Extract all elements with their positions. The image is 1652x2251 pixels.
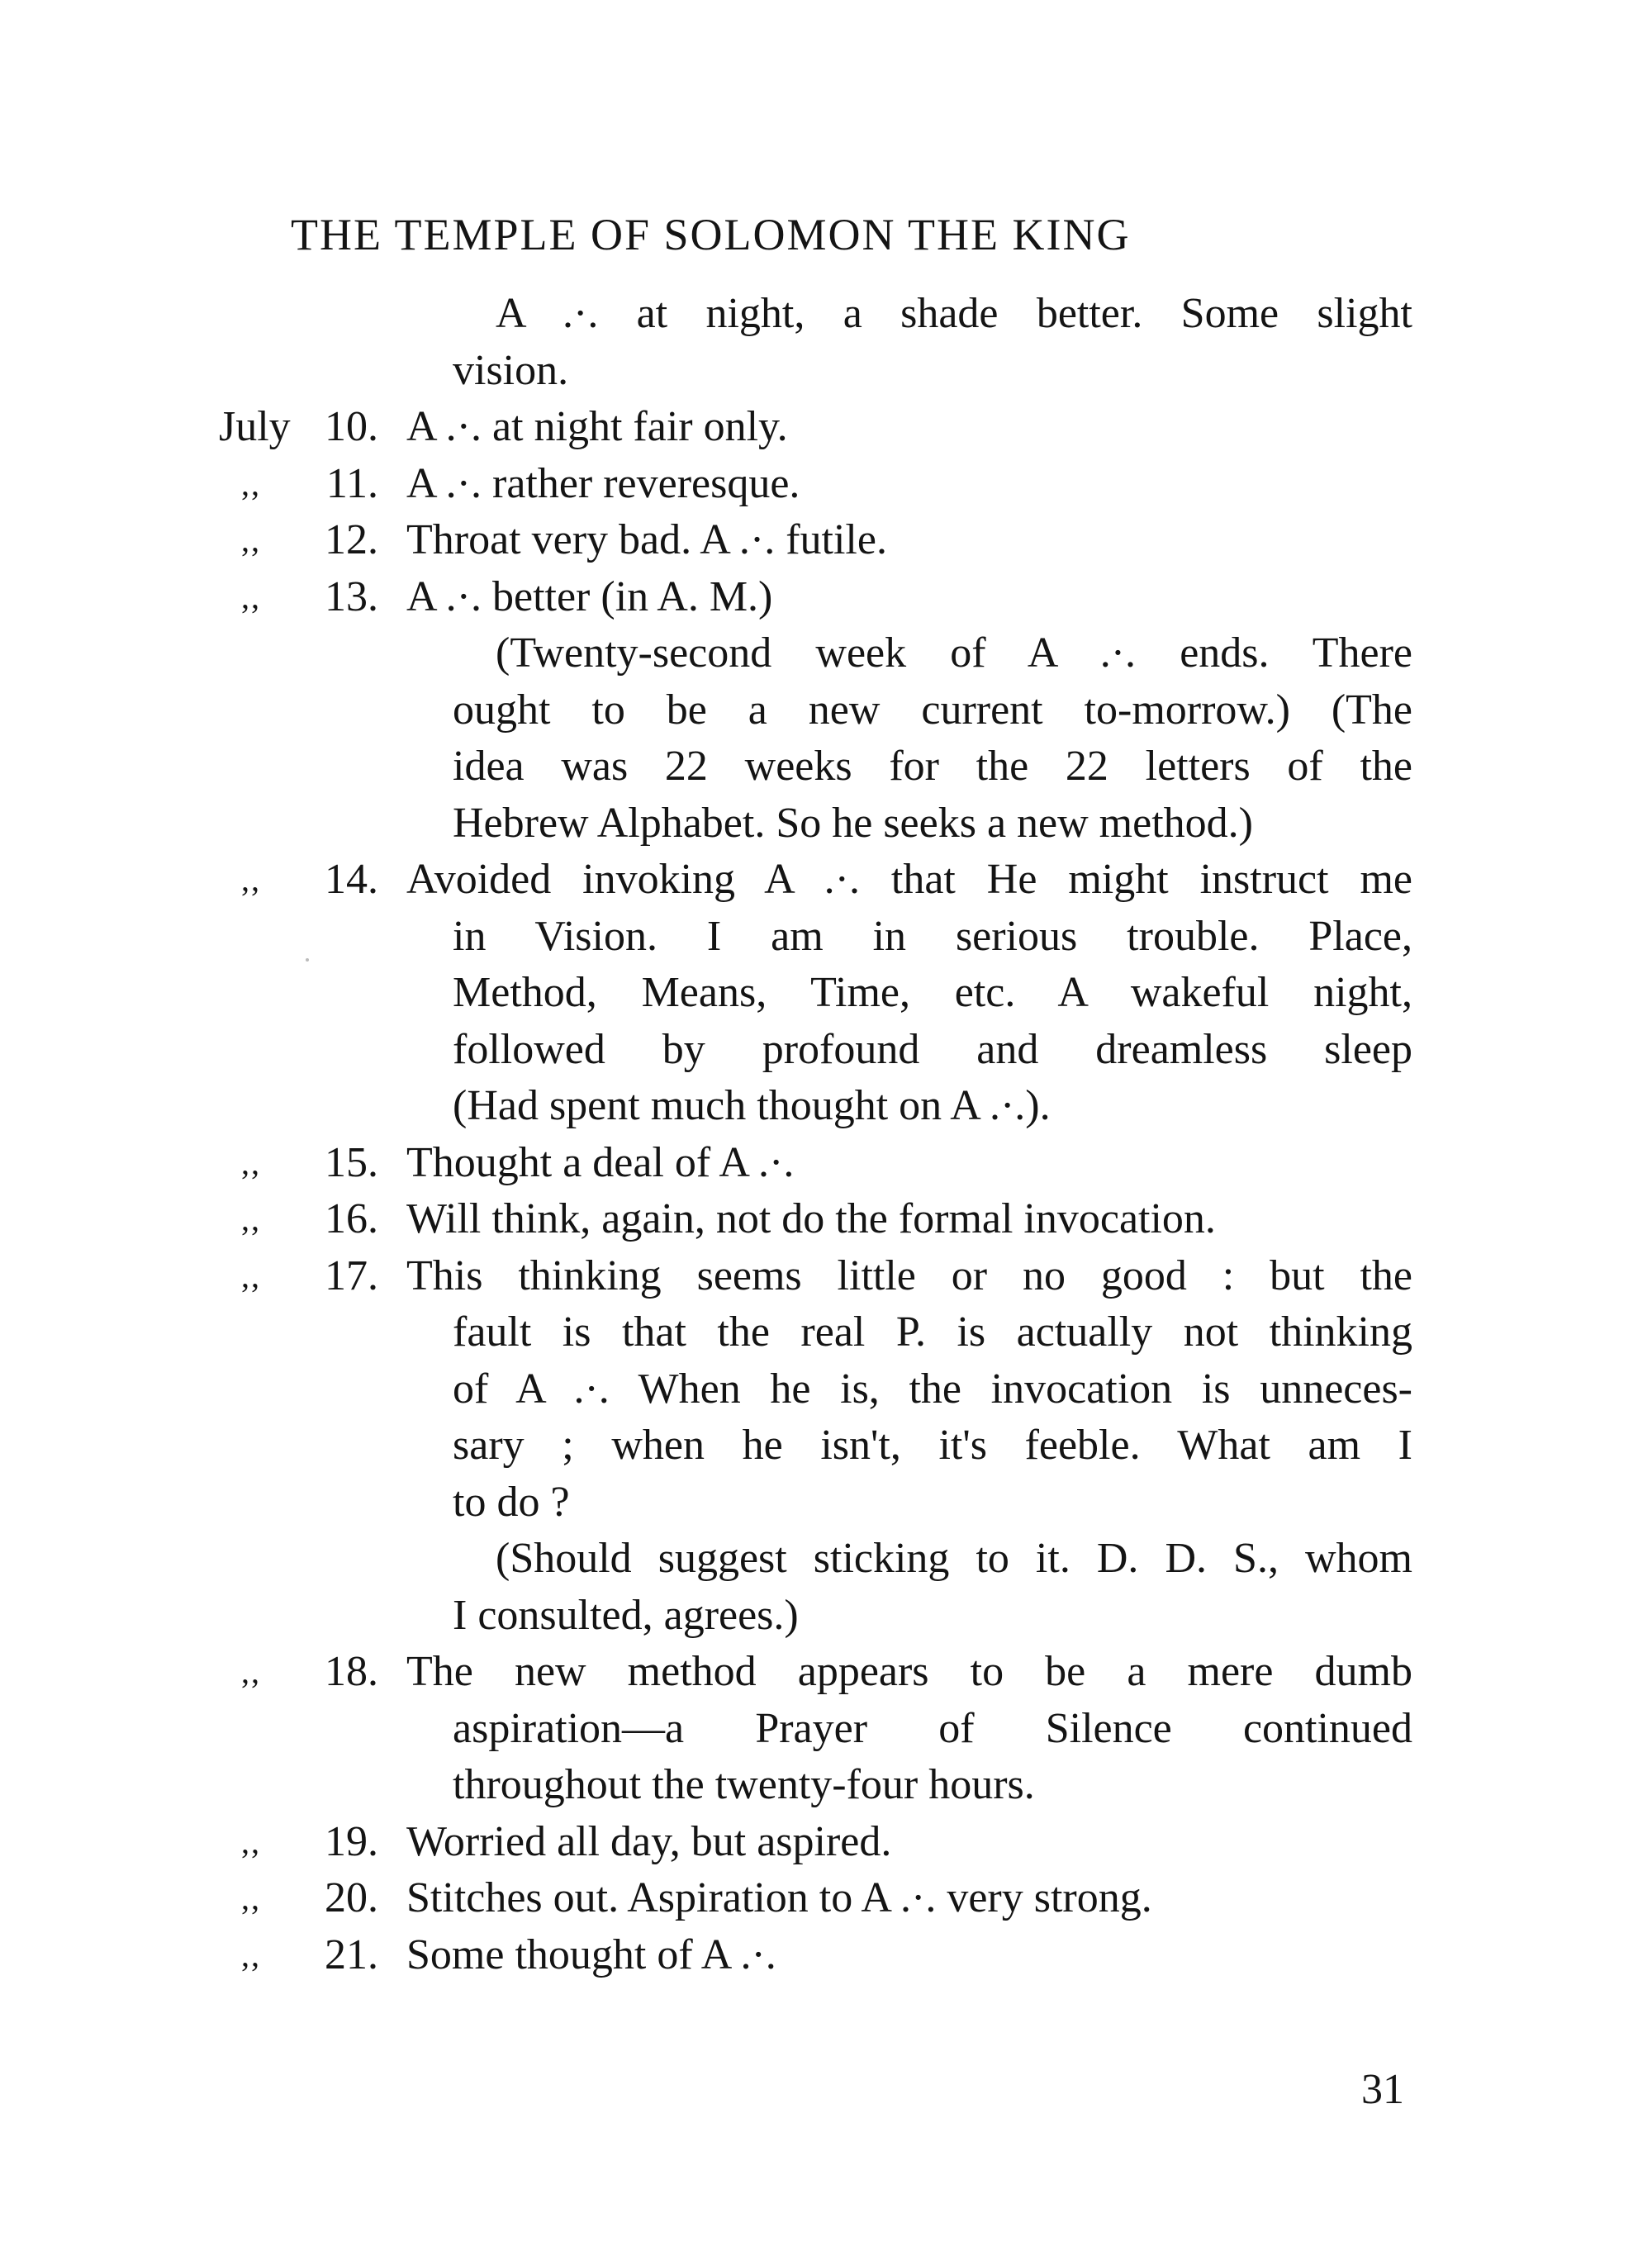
ditto-mark: ,, [241, 1653, 261, 1690]
text-line [0, 625, 1652, 682]
text-line [0, 1022, 1652, 1079]
entry-text: of A .·. When he is, the invocation is unneces- [453, 1365, 1412, 1413]
ditto-mark: ,, [241, 861, 261, 898]
entry-text: I consulted, agrees.) [453, 1591, 799, 1639]
text-line [0, 1361, 1652, 1418]
entry-text: This thinking seems little or no good : but the [406, 1251, 1412, 1299]
text-line [0, 738, 1652, 795]
entry-day: 16. [325, 1195, 378, 1242]
text-line [0, 1418, 1652, 1475]
text-line [0, 569, 1652, 626]
entry-text: Avoided invoking A .·. that He might instruct me [406, 856, 1412, 903]
entry-day: 21. [325, 1930, 378, 1978]
ditto-mark: ,, [241, 1935, 261, 1973]
ditto-mark: ,, [241, 577, 261, 615]
entry-text: A .·. better (in A. M.) [406, 572, 773, 620]
entry-day: 12. [325, 516, 378, 563]
ditto-mark: ,, [241, 521, 261, 558]
entry-day: 19. [325, 1817, 378, 1865]
entry-text: sary ; when he isn't, it's feeble. What am I [453, 1422, 1412, 1469]
text-line [0, 1814, 1652, 1871]
text-line [0, 1475, 1652, 1532]
entry-text: to do ? [453, 1478, 570, 1526]
text-line [0, 1248, 1652, 1305]
text-line [0, 1191, 1652, 1248]
entry-text: vision. [453, 346, 569, 394]
entry-text: Throat very bad. A .·. futile. [406, 516, 887, 563]
page-number: 31 [1361, 2066, 1404, 2113]
text-line [0, 682, 1652, 739]
text-line [0, 1870, 1652, 1927]
entry-text: Worried all day, but aspired. [406, 1817, 892, 1865]
text-line [0, 1304, 1652, 1361]
text-line [0, 399, 1652, 456]
text-line [0, 852, 1652, 909]
entry-text: A .·. at night, a shade better. Some slight [496, 290, 1412, 337]
entry-day: 10. [325, 403, 378, 450]
entry-text: (Had spent much thought on A .·.). [453, 1082, 1051, 1129]
entry-text: followed by profound and dreamless sleep [453, 1025, 1412, 1073]
running-head: THE TEMPLE OF SOLOMON THE KING [291, 210, 1131, 259]
entry-text: idea was 22 weeks for the 22 letters of the [453, 743, 1412, 790]
entry-text: Some thought of A .·. [406, 1930, 776, 1978]
text-line [0, 795, 1652, 852]
ditto-mark: ,, [241, 1822, 261, 1860]
text-line [0, 1078, 1652, 1135]
entry-text: aspiration—a Prayer of Silence continued [453, 1704, 1412, 1752]
entry-text: Will think, again, not do the formal invocation. [406, 1195, 1216, 1242]
entry-text: throughout the twenty-four hours. [453, 1761, 1035, 1808]
ditto-mark: ,, [241, 1879, 261, 1916]
text-line [0, 1757, 1652, 1814]
print-speck [306, 958, 309, 962]
entry-text: Thought a deal of A .·. [406, 1138, 795, 1186]
entry-text: A .·. at night fair only. [406, 403, 788, 450]
text-line [0, 1531, 1652, 1588]
text-line [0, 456, 1652, 513]
text-line [0, 286, 1652, 343]
ditto-mark: ,, [241, 1200, 261, 1237]
entry-text: The new method appears to be a mere dumb [406, 1648, 1412, 1695]
text-line [0, 1927, 1652, 1984]
ditto-mark: ,, [241, 464, 261, 502]
entry-day: 18. [325, 1648, 378, 1695]
entry-text: fault is that the real P. is actually not thinking [453, 1308, 1412, 1356]
entry-day: 14. [325, 856, 378, 903]
entry-text: (Should suggest sticking to it. D. D. S., whom [496, 1535, 1412, 1582]
diary-entries [0, 286, 1652, 1983]
entry-text: (Twenty-second week of A .·. ends. There [496, 629, 1412, 677]
entry-month: July [219, 403, 291, 450]
text-line [0, 1588, 1652, 1645]
entry-day: 11. [325, 459, 378, 507]
entry-day: 13. [325, 572, 378, 620]
ditto-mark: ,, [241, 1256, 261, 1294]
entry-text: A .·. rather reveresque. [406, 459, 800, 507]
text-line [0, 965, 1652, 1022]
entry-text: Hebrew Alphabet. So he seeks a new method.) [453, 799, 1253, 847]
text-line [0, 343, 1652, 400]
text-line [0, 909, 1652, 966]
entry-text: Method, Means, Time, etc. A wakeful night, [453, 969, 1412, 1016]
entry-day: 17. [325, 1251, 378, 1299]
text-line [0, 1135, 1652, 1192]
ditto-mark: ,, [241, 1143, 261, 1181]
text-line [0, 512, 1652, 569]
entry-text: ought to be a new current to-morrow.) (The [453, 686, 1412, 734]
entry-text: in Vision. I am in serious trouble. Place, [453, 912, 1412, 960]
entry-day: 15. [325, 1138, 378, 1186]
entry-day: 20. [325, 1874, 378, 1921]
entry-text: Stitches out. Aspiration to A .·. very strong. [406, 1874, 1152, 1921]
text-line [0, 1701, 1652, 1758]
text-line [0, 1644, 1652, 1701]
